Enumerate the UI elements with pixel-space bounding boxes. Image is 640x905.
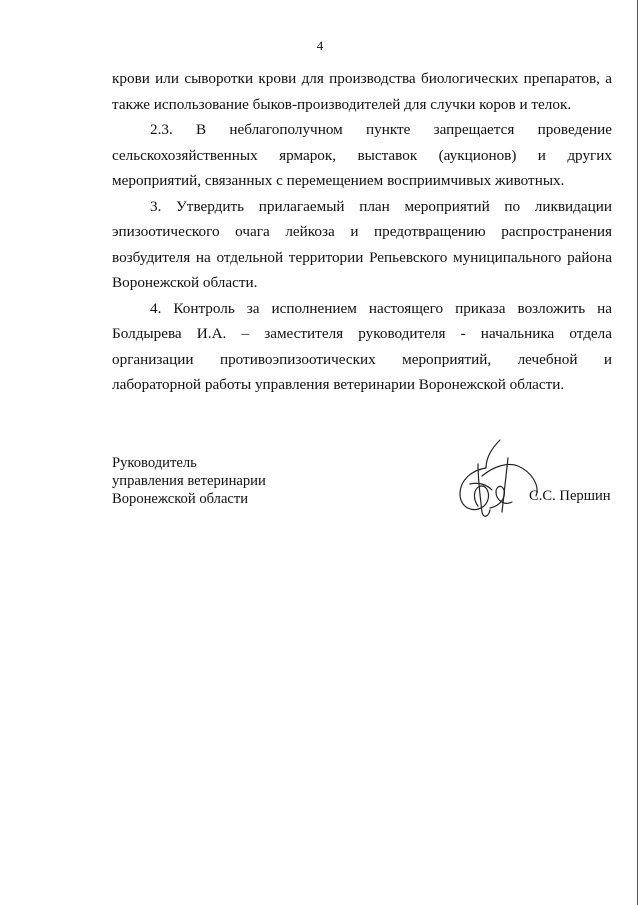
paragraph-3: 3. Утвердить прилагаемый план мероприятий по ликвидации эпизоотического очага лейкоза и предотвращению распространения возбудителя на отдельной территории Репьевского муниципального района Воронежской области. <box>112 197 612 291</box>
page-number: 4 <box>316 38 324 53</box>
handwritten-signature <box>452 436 552 520</box>
signatory-name: С.С. Першин <box>529 488 611 504</box>
paragraph-2-3: 2.3. В неблагополучном пункте запрещается проведение сельскохозяйственных ярмарок, выставок (аукционов) и других мероприятий, связанных с перемещением восприимчивых животных. <box>112 121 612 189</box>
paragraph-4: 4. Контроль за исполнением настоящего приказа возложить на Болдырева И.А. – заместителя руководителя - начальника отдела организации противоэпизоотических мероприятий, лечебной и лабораторной работы управления ветеринарии Воронежской области. <box>112 299 612 393</box>
document-body <box>112 66 612 398</box>
signatory-position-line: Руководитель <box>112 455 197 471</box>
signatory-position-line: управления ветеринарии <box>112 473 266 489</box>
signatory-position-line: Воронежской области <box>112 491 249 507</box>
scan-edge-line <box>637 0 638 905</box>
signatory-position <box>112 454 266 508</box>
paragraph-continuation: крови или сыворотки крови для производства биологических препаратов, а также использование быков-производителей для случки коров и телок. <box>112 70 612 113</box>
